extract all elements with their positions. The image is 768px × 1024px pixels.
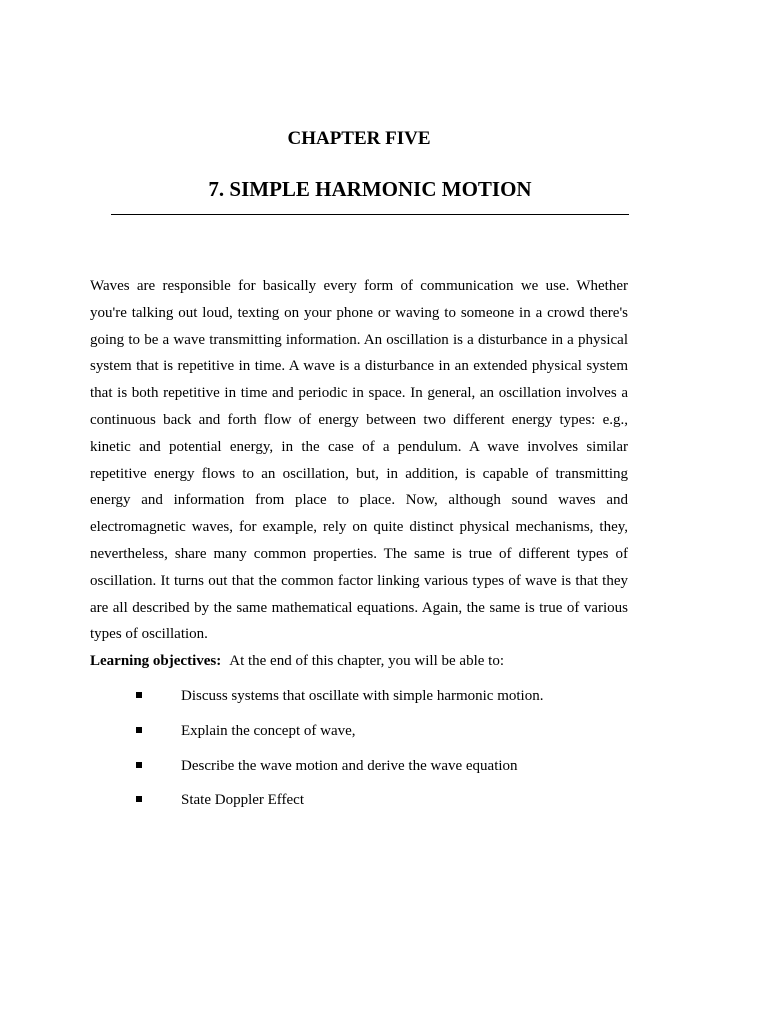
list-item xyxy=(0,753,768,788)
square-bullet-icon xyxy=(136,762,142,768)
square-bullet-icon xyxy=(136,692,142,698)
learning-objectives xyxy=(90,648,650,674)
list-item xyxy=(0,787,768,822)
list-item-text: State Doppler Effect xyxy=(181,792,305,809)
list-item xyxy=(0,718,768,753)
objectives-intro: At the end of this chapter, you will be able to: xyxy=(229,653,504,669)
square-bullet-icon xyxy=(136,727,142,733)
title-divider xyxy=(111,214,629,215)
chapter-label: CHAPTER FIVE xyxy=(287,128,431,149)
chapter-title: 7. SIMPLE HARMONIC MOTION xyxy=(208,177,532,201)
list-item-text: Discuss systems that oscillate with simple harmonic motion. xyxy=(181,688,544,704)
list-item-text: Describe the wave motion and derive the wave equation xyxy=(181,757,518,774)
objectives-list xyxy=(0,683,768,822)
list-item xyxy=(0,683,768,718)
list-item-text: Explain the concept of wave, xyxy=(181,722,356,739)
intro-paragraph: Waves are responsible for basically every form of communication we use. Whether you're talking out loud, texting on your phone or waving to someone in a crowd there's going to be a wave transmitting information. An oscillation is a disturbance in a physical system that is repetitive in time. A wave is a disturbance in an extended physical system that is both repetitive in time and periodic in space. In general, an oscillation involves a continuous back and forth flow of energy between two different energy types: e.g., kinetic and potential energy, in the case of a pendulum. A wave involves similar repetitive energy flows to an oscillation, but, in addition, is capable of transmitting energy and information from place to place. Now, although sound waves and electromagnetic waves, for example, rely on quite distinct physical mechanisms, they, nevertheless, share many common properties. The same is true of different types of oscillation. It turns out that the common factor linking various types of wave is that they are all described by the same mathematical equations. Again, the same is true of various types of oscillation. xyxy=(90,278,628,643)
objectives-label: Learning objectives: xyxy=(90,653,222,669)
square-bullet-icon xyxy=(136,796,142,802)
